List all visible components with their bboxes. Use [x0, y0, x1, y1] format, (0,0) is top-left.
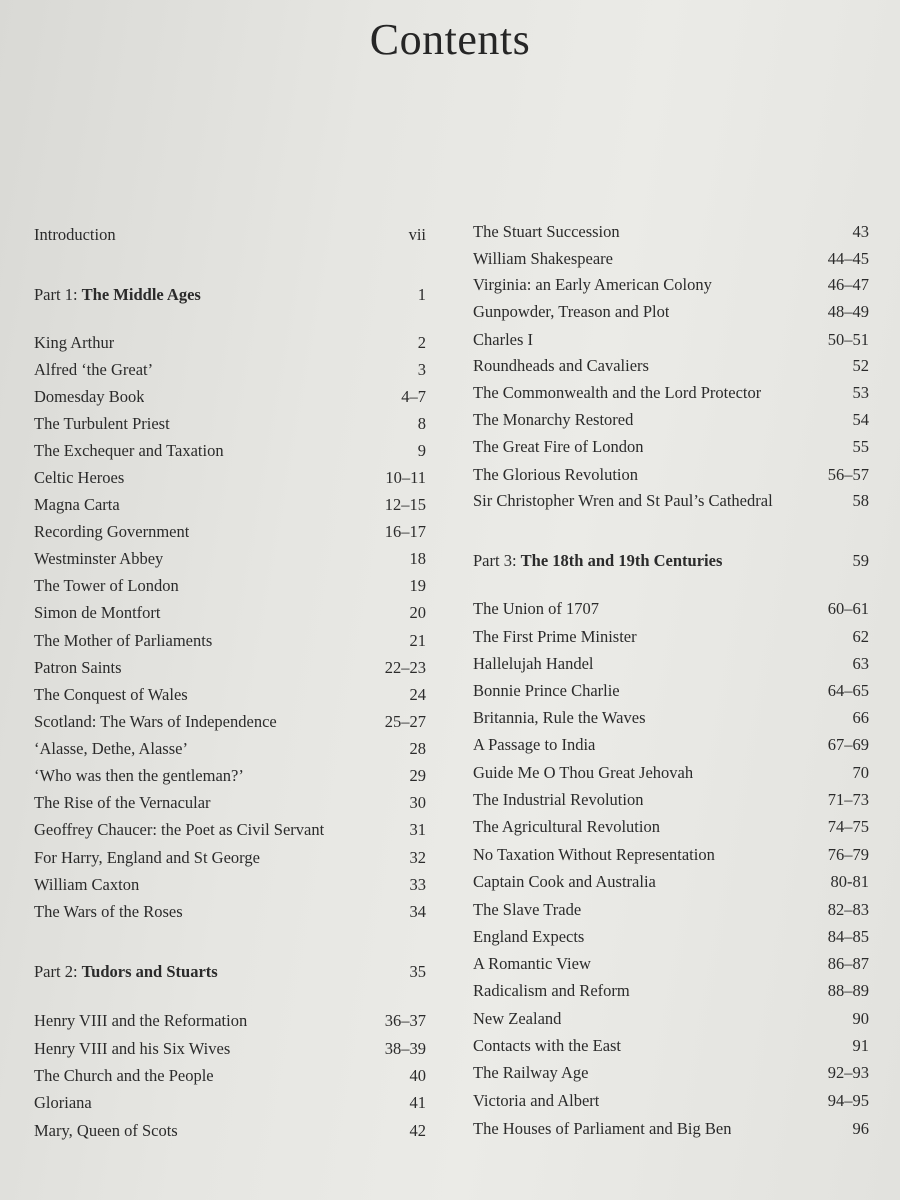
page-number: 92–93	[827, 1063, 869, 1082]
toc-entry	[473, 246, 869, 272]
page-number: 46–47	[827, 275, 869, 294]
page-number: 42	[409, 1121, 426, 1140]
toc-entry	[34, 465, 426, 491]
page-number: 36–37	[384, 1011, 426, 1030]
entry-title: Alfred ‘the Great’	[34, 360, 154, 379]
toc-entry	[473, 842, 869, 868]
page-number: 48–49	[827, 302, 869, 321]
entry-title: The Exchequer and Taxation	[34, 441, 224, 460]
toc-entry	[473, 407, 869, 433]
toc-entry	[34, 628, 426, 654]
toc-entry	[473, 814, 869, 840]
toc-entry	[473, 380, 869, 406]
entry-title: Radicalism and Reform	[473, 981, 630, 1000]
toc-entry	[473, 678, 869, 704]
part-number: Part 1:	[34, 285, 78, 304]
entry-title: The Slave Trade	[473, 900, 582, 919]
toc-entry	[34, 736, 426, 762]
entry-title: The Tower of London	[34, 576, 179, 595]
toc-entry	[473, 760, 869, 786]
part-name: The 18th and 19th Centuries	[520, 551, 723, 570]
entry-title: No Taxation Without Representation	[473, 845, 715, 864]
toc-entry	[473, 353, 869, 379]
toc-entry	[473, 869, 869, 895]
entry-title: The Railway Age	[473, 1063, 589, 1082]
page-number: 54	[852, 410, 869, 429]
page-number: 21	[409, 631, 426, 650]
page-number: 19	[409, 576, 426, 595]
entry-title: For Harry, England and St George	[34, 848, 260, 867]
toc-entry	[473, 1006, 869, 1032]
page-number: 88–89	[827, 981, 869, 1000]
toc-entry	[34, 1118, 426, 1144]
toc-entry	[473, 624, 869, 650]
toc-entry	[34, 872, 426, 898]
entry-title: ‘Who was then the gentleman?’	[34, 766, 244, 785]
part-number: Part 3:	[473, 551, 517, 570]
part-name: Tudors and Stuarts	[81, 962, 218, 981]
toc-entry	[34, 1008, 426, 1034]
page-number: 20	[409, 603, 426, 622]
entry-title: King Arthur	[34, 333, 115, 352]
toc-entry	[34, 330, 426, 356]
entry-title: Guide Me O Thou Great Jehovah	[473, 763, 694, 782]
toc-entry	[473, 1060, 869, 1086]
page-number: 22–23	[384, 658, 426, 677]
page-number: 38–39	[384, 1039, 426, 1058]
entry-title: William Caxton	[34, 875, 140, 894]
page-number: 82–83	[827, 900, 869, 919]
toc-entry	[473, 897, 869, 923]
page-number: 90	[852, 1009, 869, 1028]
entry-title: The Conquest of Wales	[34, 685, 188, 704]
toc-part-heading	[34, 282, 426, 308]
page-number: 60–61	[827, 599, 869, 618]
toc-entry	[473, 1088, 869, 1114]
entry-title: A Passage to India	[473, 735, 596, 754]
page-number: 2	[417, 333, 426, 352]
entry-title: England Expects	[473, 927, 585, 946]
entry-title: Recording Government	[34, 522, 190, 541]
entry-title: The Mother of Parliaments	[34, 631, 213, 650]
page-number: 58	[852, 491, 869, 510]
entry-title: The Stuart Succession	[473, 222, 620, 241]
toc-entry	[473, 1033, 869, 1059]
entry-title: The Union of 1707	[473, 599, 600, 618]
toc-entry	[473, 299, 869, 325]
page-number: 80-81	[830, 872, 869, 891]
page-number: 35	[409, 962, 426, 981]
toc-entry	[473, 951, 869, 977]
page-number: 66	[852, 708, 869, 727]
page-number: 8	[417, 414, 426, 433]
toc-entry	[473, 219, 869, 245]
page-number: 70	[852, 763, 869, 782]
entry-title: Gloriana	[34, 1093, 92, 1112]
entry-title: The Turbulent Priest	[34, 414, 170, 433]
page-number: 24	[409, 685, 426, 704]
page-number: 71–73	[827, 790, 869, 809]
toc-entry	[473, 651, 869, 677]
page-number: 76–79	[827, 845, 869, 864]
toc-entry	[473, 596, 869, 622]
part-number: Part 2:	[34, 962, 78, 981]
page-number: 67–69	[827, 735, 869, 754]
page-title: Contents	[369, 15, 531, 64]
page-number: 74–75	[827, 817, 869, 836]
page-number: 31	[409, 820, 426, 839]
entry-title: Westminster Abbey	[34, 549, 164, 568]
entry-title: Introduction	[34, 225, 116, 244]
page-number: 43	[852, 222, 869, 241]
entry-title: A Romantic View	[473, 954, 591, 973]
entry-title: The Commonwealth and the Lord Protector	[473, 383, 762, 402]
toc-entry	[473, 705, 869, 731]
page-number: 44–45	[827, 249, 869, 268]
entry-title: Victoria and Albert	[473, 1091, 600, 1110]
entry-title: Virginia: an Early American Colony	[473, 275, 712, 294]
part-title	[473, 548, 722, 574]
toc-entry	[34, 411, 426, 437]
toc-part-heading	[34, 959, 426, 985]
toc-entry	[34, 1063, 426, 1089]
toc-entry	[473, 272, 869, 298]
entry-title: The Industrial Revolution	[473, 790, 644, 809]
toc-entry	[473, 488, 869, 514]
page-number: vii	[408, 225, 426, 244]
entry-title: The Agricultural Revolution	[473, 817, 660, 836]
entry-title: New Zealand	[473, 1009, 562, 1028]
page-number: 50–51	[827, 330, 869, 349]
entry-title: The Church and the People	[34, 1066, 214, 1085]
page-number: 4–7	[401, 387, 426, 406]
toc-entry	[34, 817, 426, 843]
page-number: 86–87	[827, 954, 869, 973]
toc-entry	[473, 924, 869, 950]
page-number: 3	[417, 360, 426, 379]
toc-entry	[473, 732, 869, 758]
page-number: 34	[409, 902, 426, 921]
entry-title: William Shakespeare	[473, 249, 613, 268]
toc-entry	[34, 222, 426, 248]
page-number: 91	[852, 1036, 869, 1055]
entry-title: Domesday Book	[34, 387, 145, 406]
entry-title: The First Prime Minister	[473, 627, 637, 646]
toc-entry	[34, 763, 426, 789]
toc-entry	[34, 573, 426, 599]
entry-title: Roundheads and Cavaliers	[473, 356, 649, 375]
page-number: 55	[852, 437, 869, 456]
entry-title: Celtic Heroes	[34, 468, 125, 487]
entry-title: Scotland: The Wars of Independence	[34, 712, 277, 731]
toc-entry	[473, 978, 869, 1004]
entry-title: The Great Fire of London	[473, 437, 644, 456]
page-number: 59	[852, 551, 869, 570]
entry-title: Bonnie Prince Charlie	[473, 681, 620, 700]
page-number: 1	[417, 285, 426, 304]
toc-entry	[34, 519, 426, 545]
entry-title: Captain Cook and Australia	[473, 872, 656, 891]
entry-title: Sir Christopher Wren and St Paul’s Cathedral	[473, 491, 773, 510]
toc-entry	[34, 546, 426, 572]
page-number: 63	[852, 654, 869, 673]
page-number: 52	[852, 356, 869, 375]
entry-title: The Houses of Parliament and Big Ben	[473, 1119, 732, 1138]
toc-entry	[34, 845, 426, 871]
entry-title: Simon de Montfort	[34, 603, 161, 622]
page-number: 10–11	[385, 468, 426, 487]
entry-title: Mary, Queen of Scots	[34, 1121, 178, 1140]
page-number: 96	[852, 1119, 869, 1138]
page-number: 16–17	[384, 522, 426, 541]
entry-title: The Glorious Revolution	[473, 465, 638, 484]
entry-title: Henry VIII and his Six Wives	[34, 1039, 231, 1058]
entry-title: Contacts with the East	[473, 1036, 622, 1055]
toc-entry	[473, 1116, 869, 1142]
page-number: 84–85	[827, 927, 869, 946]
toc-entry	[34, 492, 426, 518]
entry-title: The Monarchy Restored	[473, 410, 634, 429]
page-number: 41	[409, 1093, 426, 1112]
toc-entry	[34, 682, 426, 708]
page-number: 33	[409, 875, 426, 894]
entry-title: The Rise of the Vernacular	[34, 793, 211, 812]
page-number: 28	[409, 739, 426, 758]
part-title	[34, 282, 201, 308]
toc-entry	[34, 1090, 426, 1116]
page-number: 32	[409, 848, 426, 867]
toc-entry	[473, 434, 869, 460]
page-number: 40	[409, 1066, 426, 1085]
entry-title: Henry VIII and the Reformation	[34, 1011, 248, 1030]
entry-title: Geoffrey Chaucer: the Poet as Civil Servant	[34, 820, 325, 839]
part-title	[34, 959, 218, 985]
toc-entry	[34, 709, 426, 735]
toc-entry	[473, 462, 869, 488]
entry-title: Hallelujah Handel	[473, 654, 594, 673]
entry-title: The Wars of the Roses	[34, 902, 183, 921]
entry-title: Charles I	[473, 330, 534, 349]
toc-entry	[34, 790, 426, 816]
entry-title: Gunpowder, Treason and Plot	[473, 302, 670, 321]
page-number: 53	[852, 383, 869, 402]
page-number: 12–15	[384, 495, 426, 514]
entry-title: Britannia, Rule the Waves	[473, 708, 646, 727]
page-number: 64–65	[827, 681, 869, 700]
toc-entry	[34, 600, 426, 626]
page-number: 30	[409, 793, 426, 812]
toc-entry	[34, 1036, 426, 1062]
page-number: 25–27	[384, 712, 426, 731]
toc-entry	[34, 899, 426, 925]
toc-entry	[34, 384, 426, 410]
toc-entry	[34, 655, 426, 681]
toc-entry	[473, 327, 869, 353]
page-number: 62	[852, 627, 869, 646]
page-number: 9	[417, 441, 426, 460]
part-name: The Middle Ages	[81, 285, 201, 304]
toc-part-heading	[473, 548, 869, 574]
toc-entry	[34, 438, 426, 464]
toc-entry	[473, 787, 869, 813]
entry-title: Magna Carta	[34, 495, 120, 514]
entry-title: ‘Alasse, Dethe, Alasse’	[34, 739, 188, 758]
page-number: 18	[409, 549, 426, 568]
entry-title: Patron Saints	[34, 658, 122, 677]
page-number: 29	[409, 766, 426, 785]
toc-entry	[34, 357, 426, 383]
page-number: 56–57	[827, 465, 869, 484]
page-number: 94–95	[827, 1091, 869, 1110]
